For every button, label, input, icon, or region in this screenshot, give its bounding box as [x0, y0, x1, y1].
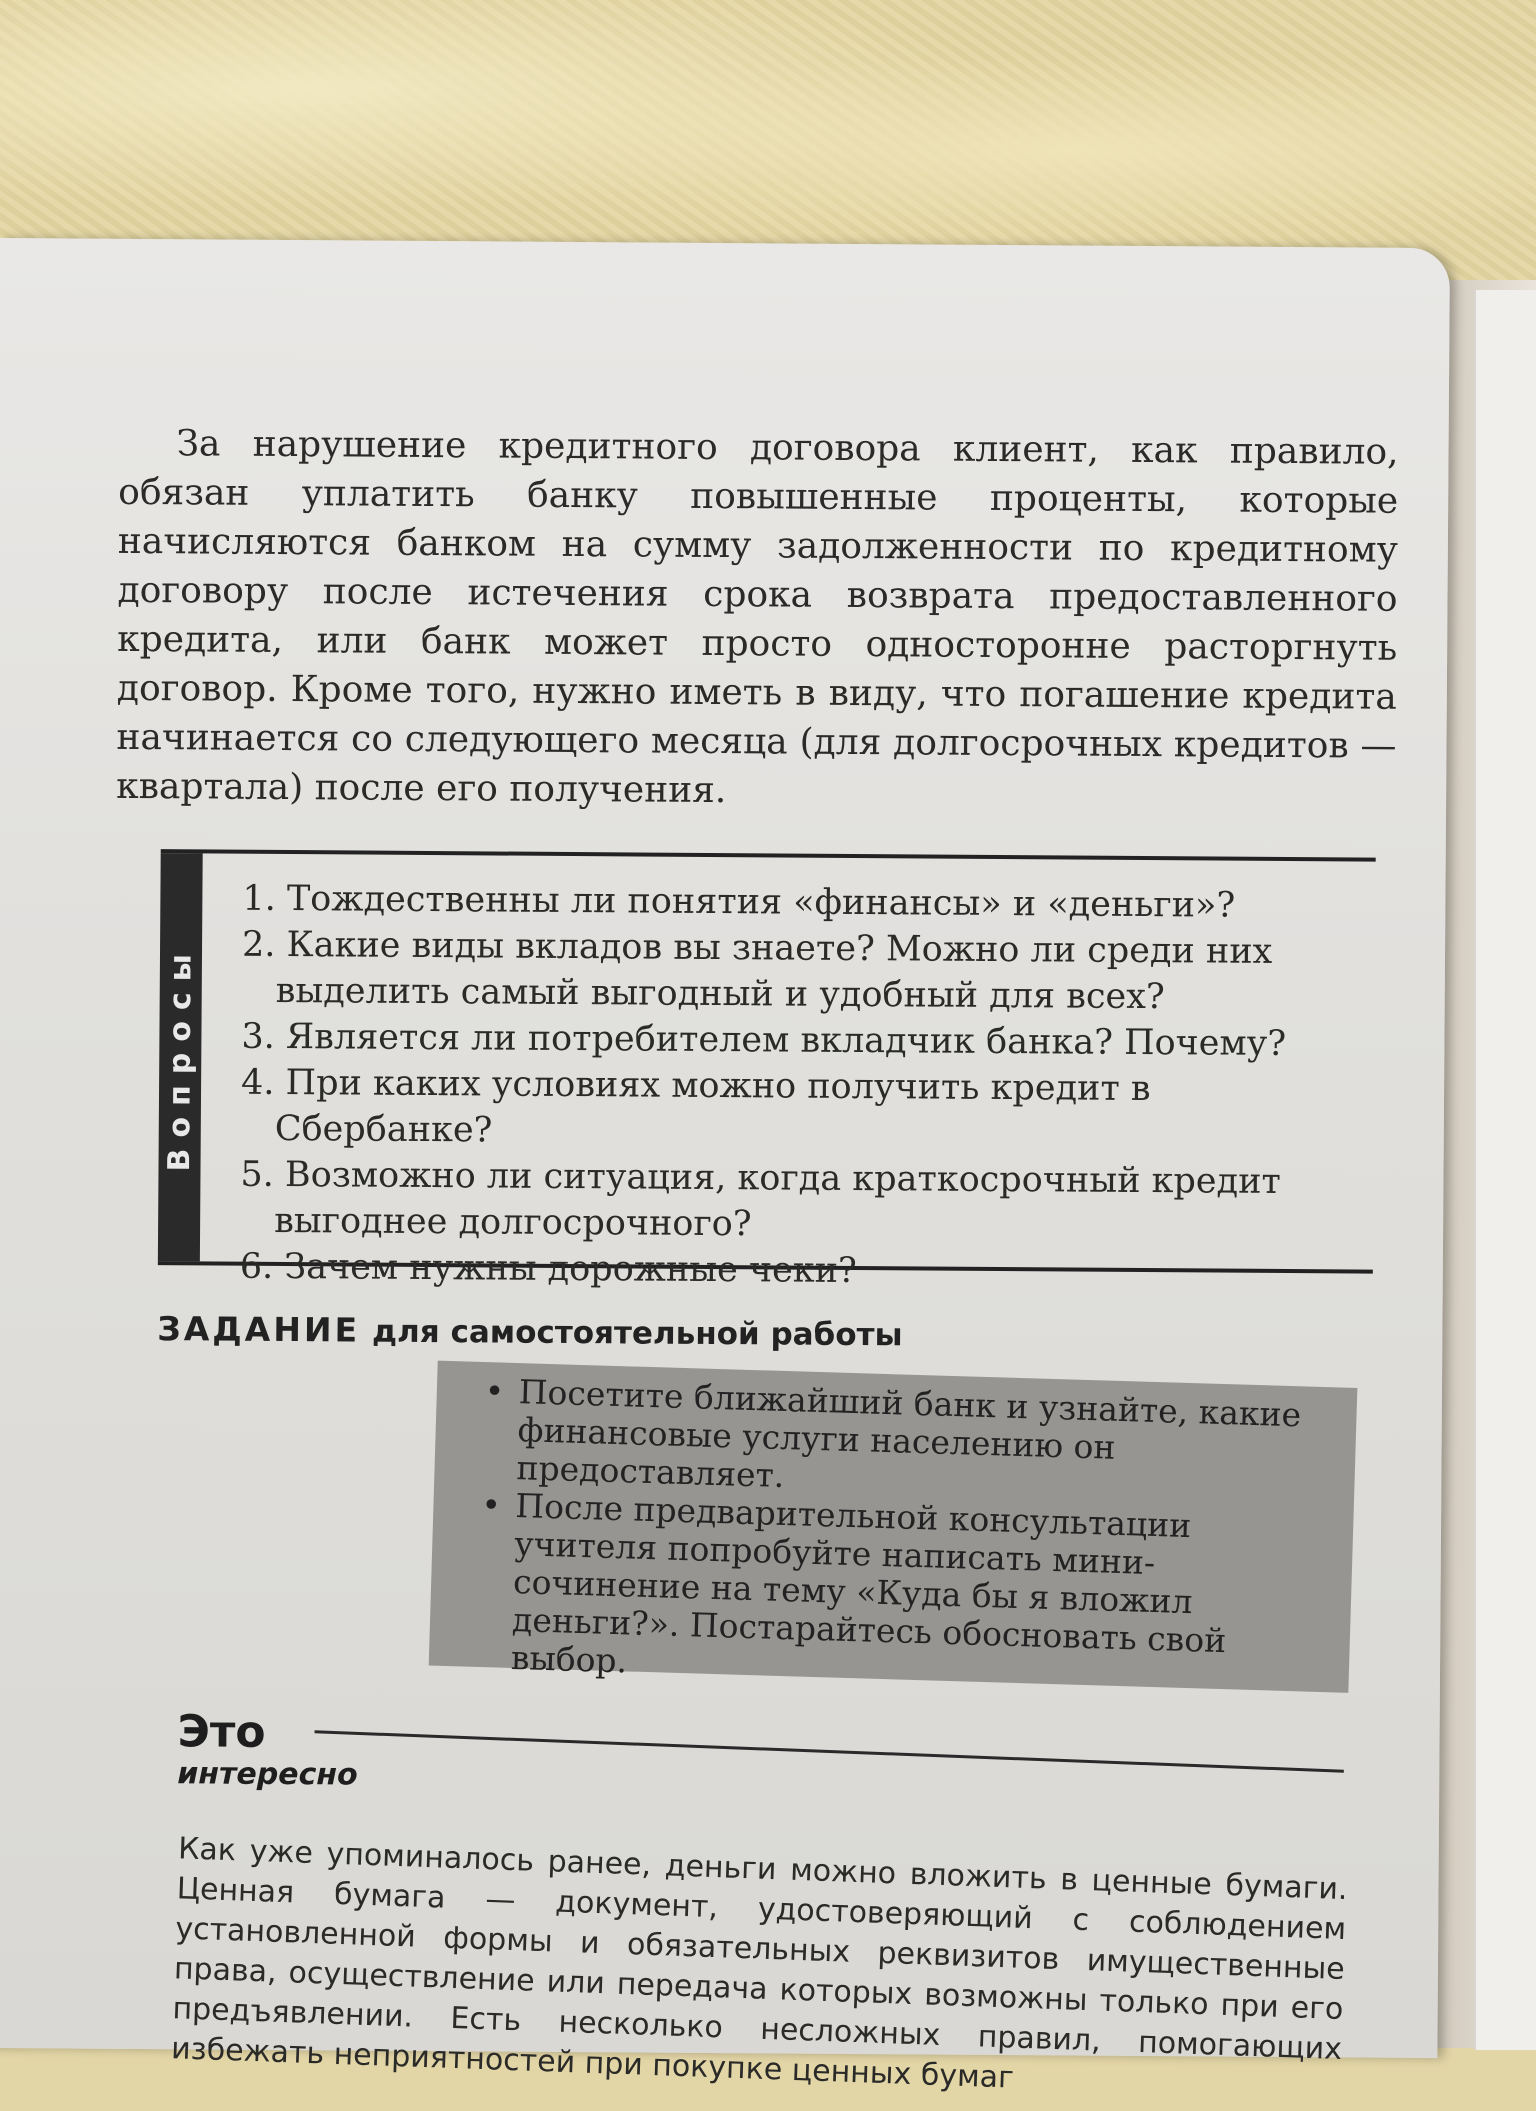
interesting-text — [171, 1829, 1349, 2110]
questions-side-label — [158, 853, 203, 1261]
interesting-paragraph: Как уже упоминалось ранее, деньги можно вложить в ценные бумаги. Ценная бумага — документ, удостоверяющий с соблюдением установленной формы и обязательных реквизитов имущественные права, осуществление или передача которых возможны только при его предъявлении. Есть несколько несложных правил, помогающих избежать неприятностей при покупке ценных бумаг — [170, 1831, 1349, 2096]
interesting-title: Это — [177, 1706, 266, 1758]
task-list — [476, 1372, 1325, 1701]
body-text — [116, 419, 1399, 820]
question-item: 1. Тождественны ли понятия «финансы» и «деньги»? — [242, 878, 1236, 926]
question-item: 2. Какие виды вкладов вы знаете? Можно ли среди них выделить самый выгодный и удобный для всех? — [241, 924, 1273, 1018]
task-heading-main: ЗАДАНИЕ — [157, 1309, 361, 1350]
interesting-rule — [315, 1730, 1344, 1773]
task-heading-sub: для самостоятельной работы — [371, 1313, 903, 1354]
questions-list — [240, 876, 1363, 1298]
questions-block — [158, 849, 1376, 1292]
question-item: 3. Является ли потребителем вкладчик банка? Почему? — [241, 1016, 1287, 1064]
interesting-heading — [177, 1707, 358, 1792]
task-heading — [157, 1309, 902, 1353]
next-page-edge — [1474, 290, 1536, 2050]
question-item: 6. Зачем нужны дорожные чеки? — [239, 1246, 857, 1292]
questions-label-text: Вопросы — [161, 943, 199, 1172]
book-page — [0, 238, 1450, 2096]
question-item: 5. Возможно ли ситуация, когда краткосрочный кредит выгоднее долгосрочного? — [240, 1154, 1281, 1245]
task-item: • Посетите ближайший банк и узнайте, какие финансовые услуги населению он предоставляет. — [482, 1372, 1325, 1511]
body-paragraph: За нарушение кредитного договора клиент, как правило, обязан уплатить банку повышенные проценты, которые начисляются банком на сумму задолженности по кредитному договору после истечения срока возврата предоставленного кредита, или банк может просто одностороннe расторгнуть договор. Кроме того, нужно иметь в виду, что погашение кредита начинается со следующего месяца (для долгосрочных кредитов — квартала) после его получения. — [116, 423, 1399, 812]
interesting-subtitle: интересно — [177, 1756, 358, 1793]
task-item: • После предварительной консультации учителя попробуйте написать мини-сочинение на тему «Куда бы я вложил деньги?». Постарайтесь обосновать свой выбор. — [476, 1486, 1321, 1701]
task-box — [429, 1361, 1358, 1693]
question-item: 4. При каких условиях можно получить кредит в Сбербанке? — [240, 1062, 1151, 1151]
